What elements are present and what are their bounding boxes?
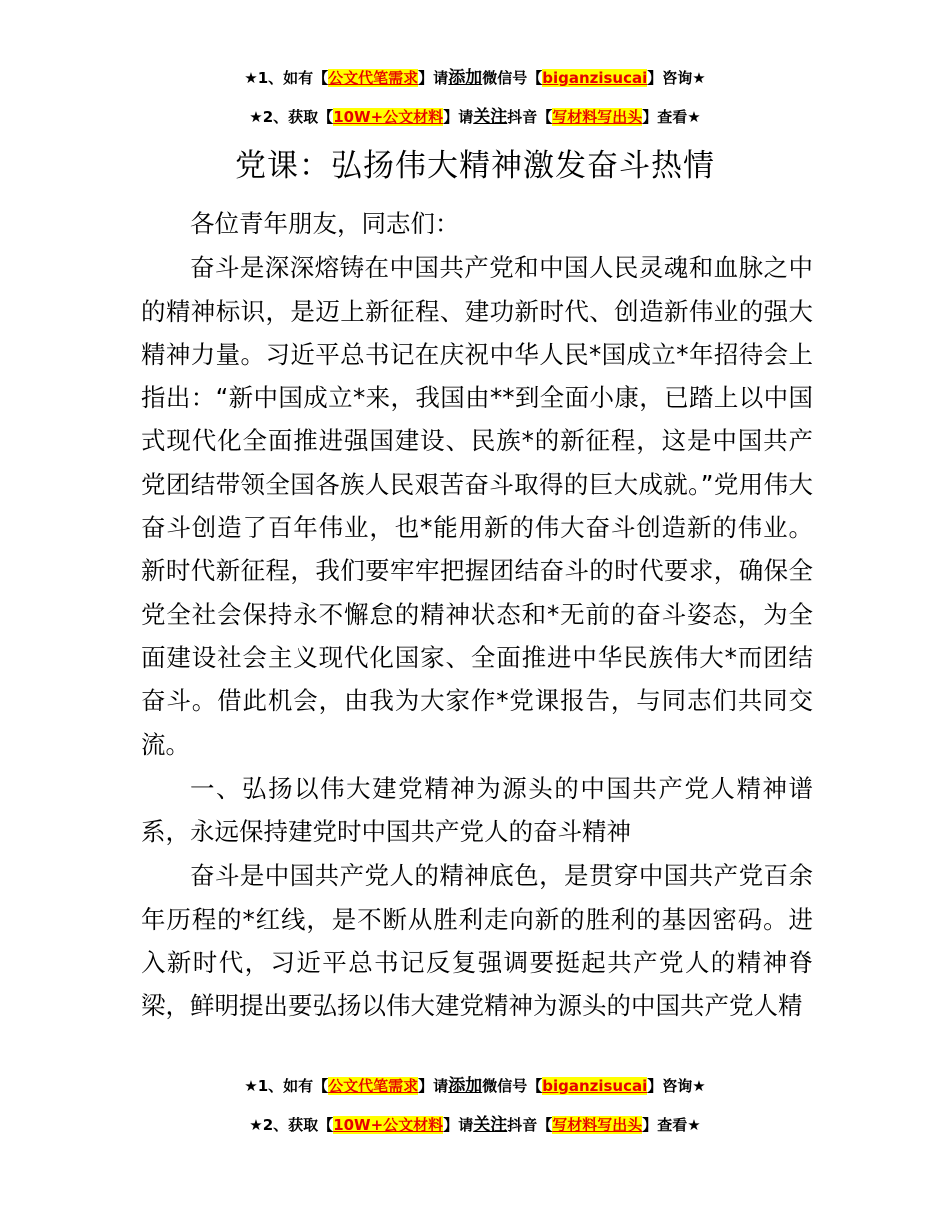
banner-text: 】请 (418, 69, 449, 87)
banner-highlight-douyin: 写材料写出头 (552, 1116, 643, 1134)
banner-text: 】查看★ (642, 108, 701, 126)
greeting: 各位青年朋友，同志们： (190, 209, 460, 238)
banner-highlight-douyin: 写材料写出头 (552, 108, 643, 126)
banner-text: 微信号【 (482, 69, 543, 87)
body-paragraph: 奋斗是深深熔铸在中国共产党和中国人民灵魂和血脉之中的精神标识，是迈上新征程、建功新时代、创造新伟业的强大精神力量。习近平总书记在庆祝中华人民*国成立*年招待会上指出：“新中国成立*来，我国由**到全面小康，已踏上以中国式现代化全面推进强国建设、民族*的新征程，这是中国共产党团结带领全国各族人民艰苦奋斗取得的巨大成就。”党用伟大奋斗创造了百年伟业，也*能用新的伟大奋斗创造新的伟业。新时代新征程，我们要牢牢把握团结奋斗的时代要求，确保全党全社会保持永不懈怠的精神状态和*无前的奋斗姿态，为全面建设社会主义现代化国家、全面推进中华民族伟大*而团结奋斗。借此机会，由我为大家作*党课报告，与同志们共同交流。 (141, 253, 813, 759)
banner-text: 抖音【 (507, 1116, 553, 1134)
banner-emphasis: 添加 (448, 1076, 483, 1096)
banner-text: 】咨询★ (647, 1077, 706, 1095)
banner-highlight: 公文代笔需求 (328, 69, 419, 87)
banner-text: 】请 (443, 1116, 474, 1134)
promo-banner-line-2 (0, 107, 950, 127)
banner-text: 】请 (418, 1077, 449, 1095)
promo-banner-line-2-footer (0, 1115, 950, 1135)
banner-text: ★2、获取【 (249, 108, 334, 126)
banner-text: ★1、如有【 (244, 1077, 329, 1095)
section-heading: 一、弘扬以伟大建党精神为源头的中国共产党人精神谱系，永远保持建党时中国共产党人的奋斗精神 (141, 773, 813, 847)
body-paragraph: 奋斗是中国共产党人的精神底色，是贯穿中国共产党百余年历程的*红线，是不断从胜利走向新的胜利的基因密码。进入新时代，习近平总书记反复强调要挺起共产党人的精神脊梁，鲜明提出要弘扬以伟大建党精神为源头的中国共产党人精 (141, 861, 813, 1021)
banner-highlight: 10W+公文材料 (333, 1116, 444, 1134)
document-title: 党课：弘扬伟大精神激发奋斗热情 (235, 148, 715, 184)
banner-highlight: 10W+公文材料 (333, 108, 444, 126)
banner-text: 】请 (443, 108, 474, 126)
banner-emphasis: 关注 (473, 107, 508, 127)
banner-text: 】咨询★ (647, 69, 706, 87)
banner-highlight: 公文代笔需求 (328, 1077, 419, 1095)
banner-text: ★2、获取【 (249, 1116, 334, 1134)
banner-text: 抖音【 (507, 108, 553, 126)
banner-text: 微信号【 (482, 1077, 543, 1095)
banner-emphasis: 添加 (448, 68, 483, 88)
banner-emphasis: 关注 (473, 1115, 508, 1135)
promo-banner-line-1-footer (0, 1076, 950, 1096)
banner-highlight-wechat-id: biganzisucai (542, 69, 648, 87)
banner-text: 】查看★ (642, 1116, 701, 1134)
banner-highlight-wechat-id: biganzisucai (542, 1077, 648, 1095)
document-body (141, 202, 813, 1028)
banner-text: ★1、如有【 (244, 69, 329, 87)
promo-banner-line-1 (0, 68, 950, 88)
